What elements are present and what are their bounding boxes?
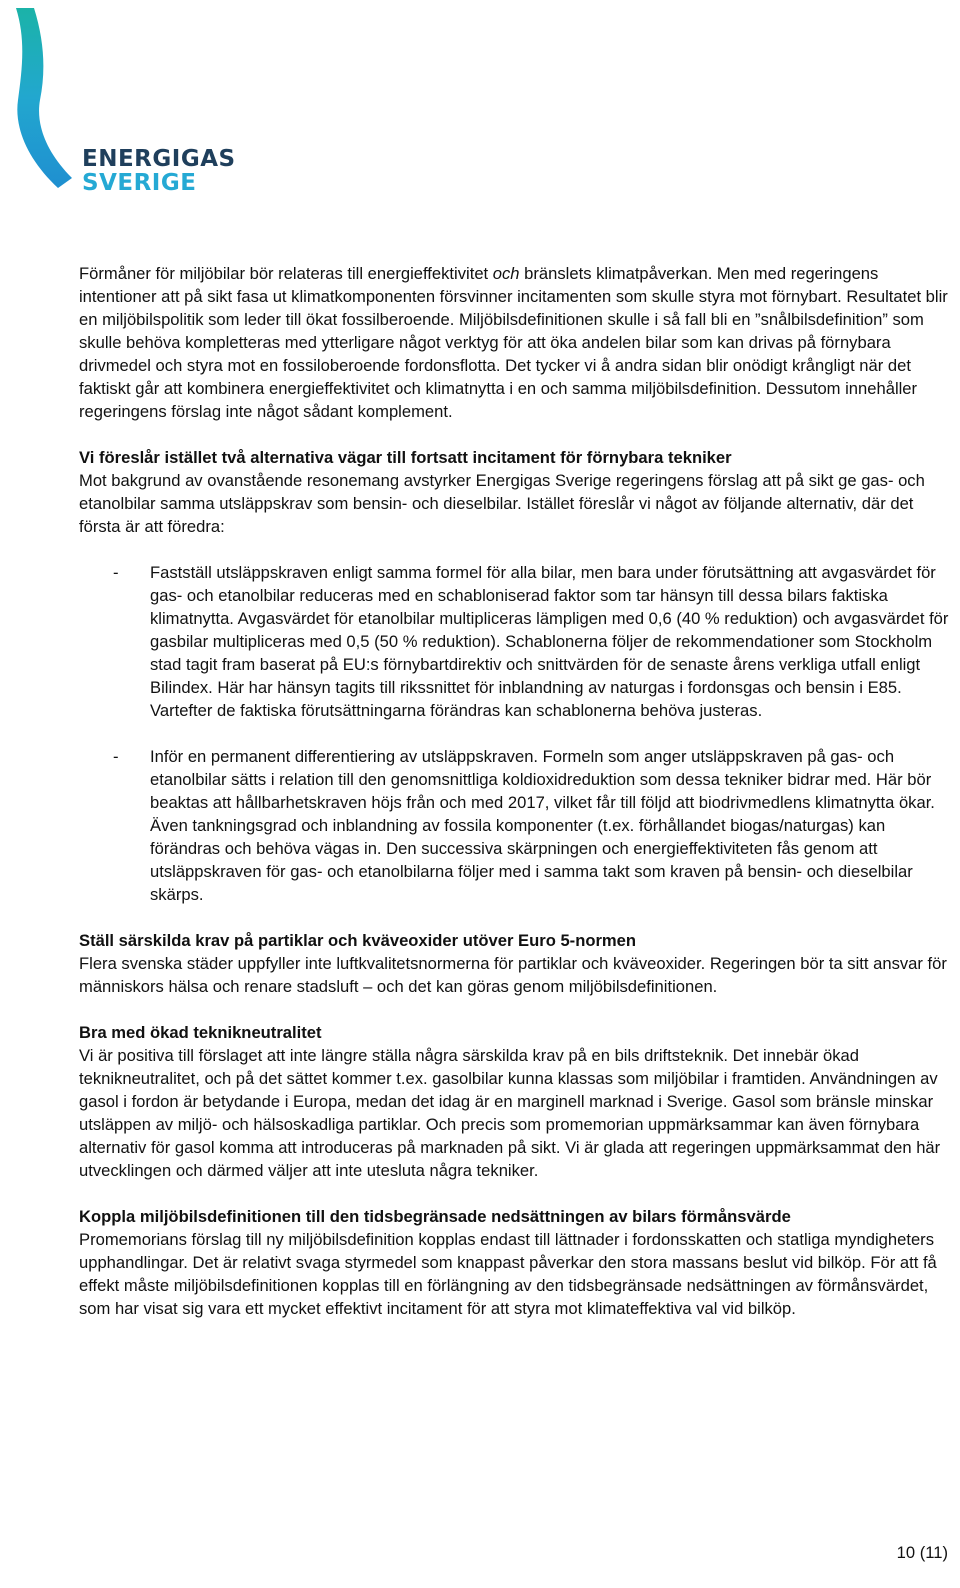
section-heading-particles: Ställ särskilda krav på partiklar och kväveoxider utöver Euro 5-normen bbox=[79, 931, 637, 950]
page-number: 10 (11) bbox=[896, 1543, 948, 1562]
section-body-technology-neutrality: Vi är positiva till förslaget att inte längre ställa några särskilda krav på en bils driftsteknik. Det innebär ökad teknikneutralitet, och på det sättet kommer t.ex. gasolbilar kunna klassas som miljöbilar i framtiden. Användningen av gasol i fordon är betydande i Europa, medan det idag är en marginell marknad i Sverige. Gasol som bränsle minskar utsläppen av miljö- och hälsoskadliga partiklar. Och precis som promemorian uppmärksammar kan även förnybara alternativ för gasol komma att introduceras på marknaden på sikt. Vi är glada att regeringen uppmärksammat den här utvecklingen och därmed väljer att inte utesluta några tekniker. bbox=[79, 1046, 941, 1180]
section-body-alternatives: Mot bakgrund av ovanstående resonemang avstyrker Energigas Sverige regeringens förslag att på sikt ge gas- och etanolbilar samma utsläppskrav som bensin- och dieselbilar. Istället föreslår vi något av följande alternativ, där det första är att föredra: bbox=[79, 471, 925, 536]
section-heading-alternatives: Vi föreslår istället två alternativa vägar till fortsatt incitament för förnybara tekniker bbox=[79, 448, 732, 467]
logo-text-line2: SVERIGE bbox=[82, 170, 197, 196]
logo-text-line1: ENERGIGAS bbox=[82, 146, 236, 172]
section-heading-technology-neutrality: Bra med ökad teknikneutralitet bbox=[79, 1023, 322, 1042]
list-dash: - bbox=[113, 563, 119, 582]
energigas-sverige-logo bbox=[0, 0, 240, 200]
section-heading-benefit-value: Koppla miljöbilsdefinitionen till den tidsbegränsade nedsättningen av bilars förmånsvärde bbox=[79, 1207, 791, 1226]
section-body-particles: Flera svenska städer uppfyller inte luftkvalitetsnormerna för partiklar och kväveoxider. Regeringen bör ta sitt ansvar för människors hälsa och renare stadsluft – och det kan göras genom miljöbilsdefinitionen. bbox=[79, 954, 947, 996]
section-body-benefit-value: Promemorians förslag till ny miljöbilsdefinition kopplas endast till lättnader i fordonsskatten och statliga myndigheters upphandlingar. Det är relativt svaga styrmedel som knappast påverkar den stora massans beslut vid bilköp. För att få effekt måste miljöbilsdefinitionen kopplas till en förlängning av den tidsbegränsade nedsättningen av förmånsvärdet, som har visat sig vara ett mycket effektivt incitament för att styra mot klimateffektiva val vid bilköp. bbox=[79, 1230, 937, 1318]
intro-paragraph: Förmåner för miljöbilar bör relateras till energieffektivitet och bränslets klimatpåverkan. Men med regeringens intentioner att på sikt fasa ut klimatkomponenten försvinner incitamenten som skulle styra mot förnybart. Resultatet blir en miljöbilspolitik som leder till ökat fossilberoende. Miljöbilsdefinitionen skulle i så fall bli en ”snålbilsdefinition” som skulle behöva kompletteras med ytterligare något verktyg för att öka andelen bilar som kan drivas på förnybara drivmedel och styra mot en fossiloberoende fordonsflotta. Det tycker vi å andra sidan blir onödigt krångligt när det faktiskt går att kombinera energieffektivitet och klimatnytta i en och samma miljöbilsdefinition. Dessutom innehåller regeringens förslag inte något sådant komplement. bbox=[79, 264, 948, 421]
emphasis-och: och bbox=[492, 264, 520, 283]
list-item: - Fastställ utsläppskraven enligt samma formel för alla bilar, men bara under förutsättning att avgasvärdet för gas- och etanolbilar reduceras med en schabloniserad faktor som tar hänsyn till dessa bilars faktiska klimatnytta. Avgasvärdet för etanolbilar multipliceras lämpligen med 0,6 (40 % reduktion) och avgasvärdet för gasbilar multipliceras med 0,5 (50 % reduktion). Schablonerna följer de rekommendationer som Stockholm stad tagit fram baserat på EU:s förnybartdirektiv och snittvärden för de senaste årens verkliga utfall enligt Bilindex. Här har hänsyn tagits till rikssnittet för inblandning av naturgas i fordonsgas och bensin i E85. Vartefter de faktiska förutsättningarna förändras kan schablonerna behöva justeras. bbox=[113, 563, 949, 720]
document-body bbox=[79, 262, 951, 1320]
list-dash: - bbox=[113, 747, 119, 766]
list-item: - Inför en permanent differentiering av utsläppskraven. Formeln som anger utsläppskraven på gas- och etanolbilar sätts i relation till den genomsnittliga koldioxidreduktion som dessa tekniker bidrar med. Här bör beaktas att hållbarhetskraven höjs från och med 2017, vilket får till följd att biodrivmedlens klimatnytta ökar. Även tankningsgrad och inblandning av fossila komponenter (t.ex. förhållandet biogas/naturgas) kan förändras och behöva vägas in. Den successiva skärpningen och energieffektiviteten fås genom att utsläppskraven för gas- och etanolbilarna följer med i samma takt som kraven på bensin- och dieselbilar skärps. bbox=[113, 747, 935, 904]
